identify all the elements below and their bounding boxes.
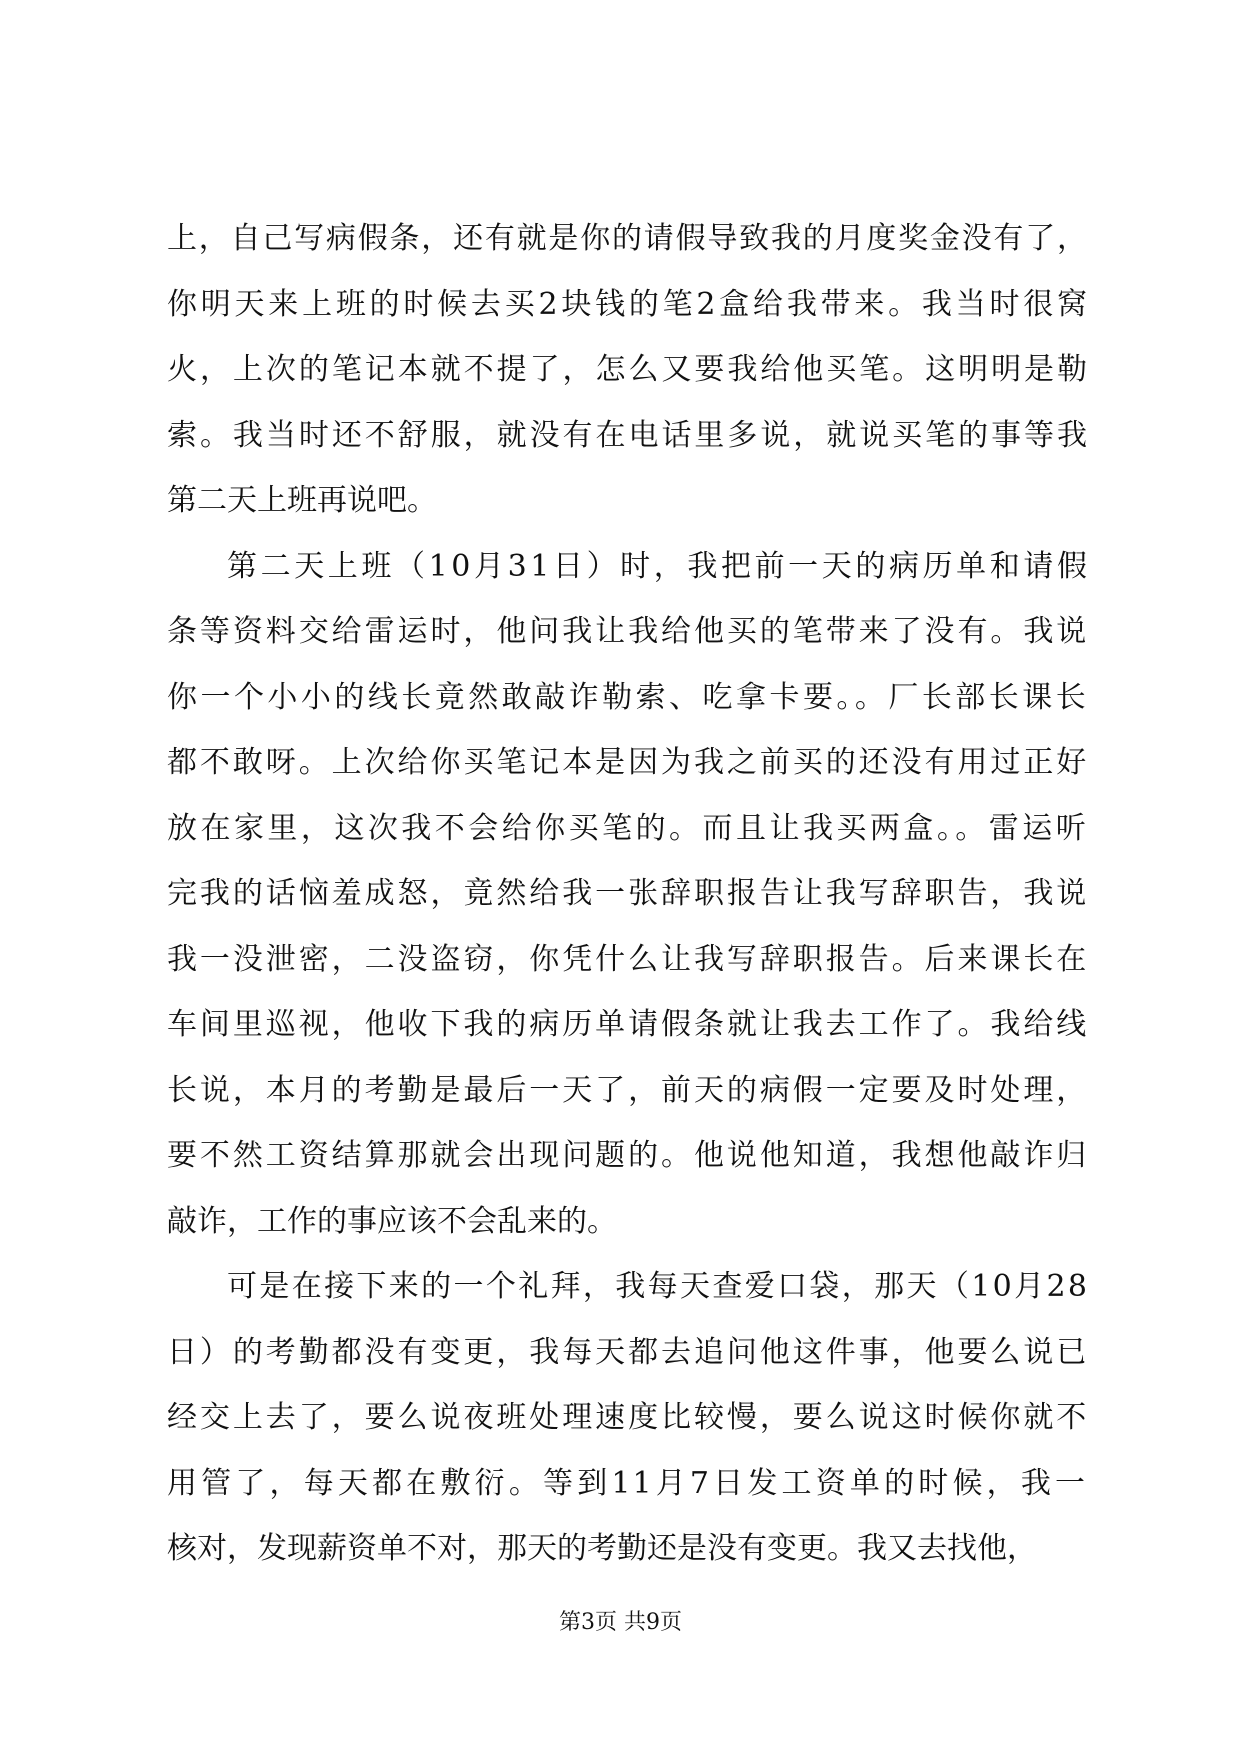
text-line: 长说，本月的考勤是最后一天了，前天的病假一定要及时处理，	[167, 1072, 1087, 1108]
text-line: 第二天上班（10月31日）时，我把前一天的病历单和请假	[227, 548, 1091, 584]
text-line: 火，上次的笔记本就不提了，怎么又要我给他买笔。这明明是勒	[167, 352, 1090, 387]
document-body	[167, 206, 1091, 1582]
text-line: 核对，发现薪资单不对，那天的考勤还是没有变更。我又去找他，	[167, 1531, 1037, 1566]
text-line: 完我的话恼羞成怒，竟然给我一张辞职报告让我写辞职告，我说	[167, 876, 1087, 911]
text-line: 经交上去了，要么说夜班处理速度比较慢，要么说这时候你就不	[167, 1400, 1087, 1435]
paragraph	[167, 534, 1091, 1255]
text-line: 你明天来上班的时候去买2块钱的笔2盒给我带来。我当时很窝	[167, 286, 1091, 322]
paragraph	[167, 206, 1091, 534]
text-line: 条等资料交给雷运时，他问我让我给他买的笔带来了没有。我说	[167, 614, 1087, 649]
paragraph	[167, 1254, 1090, 1582]
text-line: 要不然工资结算那就会出现问题的。他说他知道，我想他敲诈归	[167, 1138, 1087, 1173]
page-footer: 第3页 共9页	[559, 1610, 682, 1635]
text-line: 上，自己写病假条，还有就是你的请假导致我的月度奖金没有了，	[167, 221, 1089, 256]
text-line: 敲诈，工作的事应该不会乱来的。	[167, 1203, 617, 1239]
text-line: 日）的考勤都没有变更，我每天都去追问他这件事，他要么说已	[167, 1334, 1087, 1370]
text-line: 我一没泄密，二没盗窃，你凭什么让我写辞职报告。后来课长在	[167, 941, 1087, 977]
text-line: 都不敢呀。上次给你买笔记本是因为我之前买的还没有用过正好	[167, 745, 1087, 780]
text-line: 索。我当时还不舒服，就没有在电话里多说，就说买笔的事等我	[167, 417, 1090, 453]
text-line: 可是在接下来的一个礼拜，我每天查爱口袋，那天（10月28	[227, 1269, 1090, 1304]
text-line: 车间里巡视，他收下我的病历单请假条就让我去工作了。我给线	[167, 1007, 1087, 1042]
text-line: 放在家里，这次我不会给你买笔的。而且让我买两盒。。雷运听	[167, 810, 1087, 846]
text-line: 你一个小小的线长竟然敢敲诈勒索、吃拿卡要。。厂长部长课长	[167, 679, 1087, 715]
text-line: 用管了，每天都在敷衍。等到11月7日发工资单的时候，我一	[167, 1465, 1087, 1501]
text-line: 第二天上班再说吧。	[167, 483, 437, 518]
